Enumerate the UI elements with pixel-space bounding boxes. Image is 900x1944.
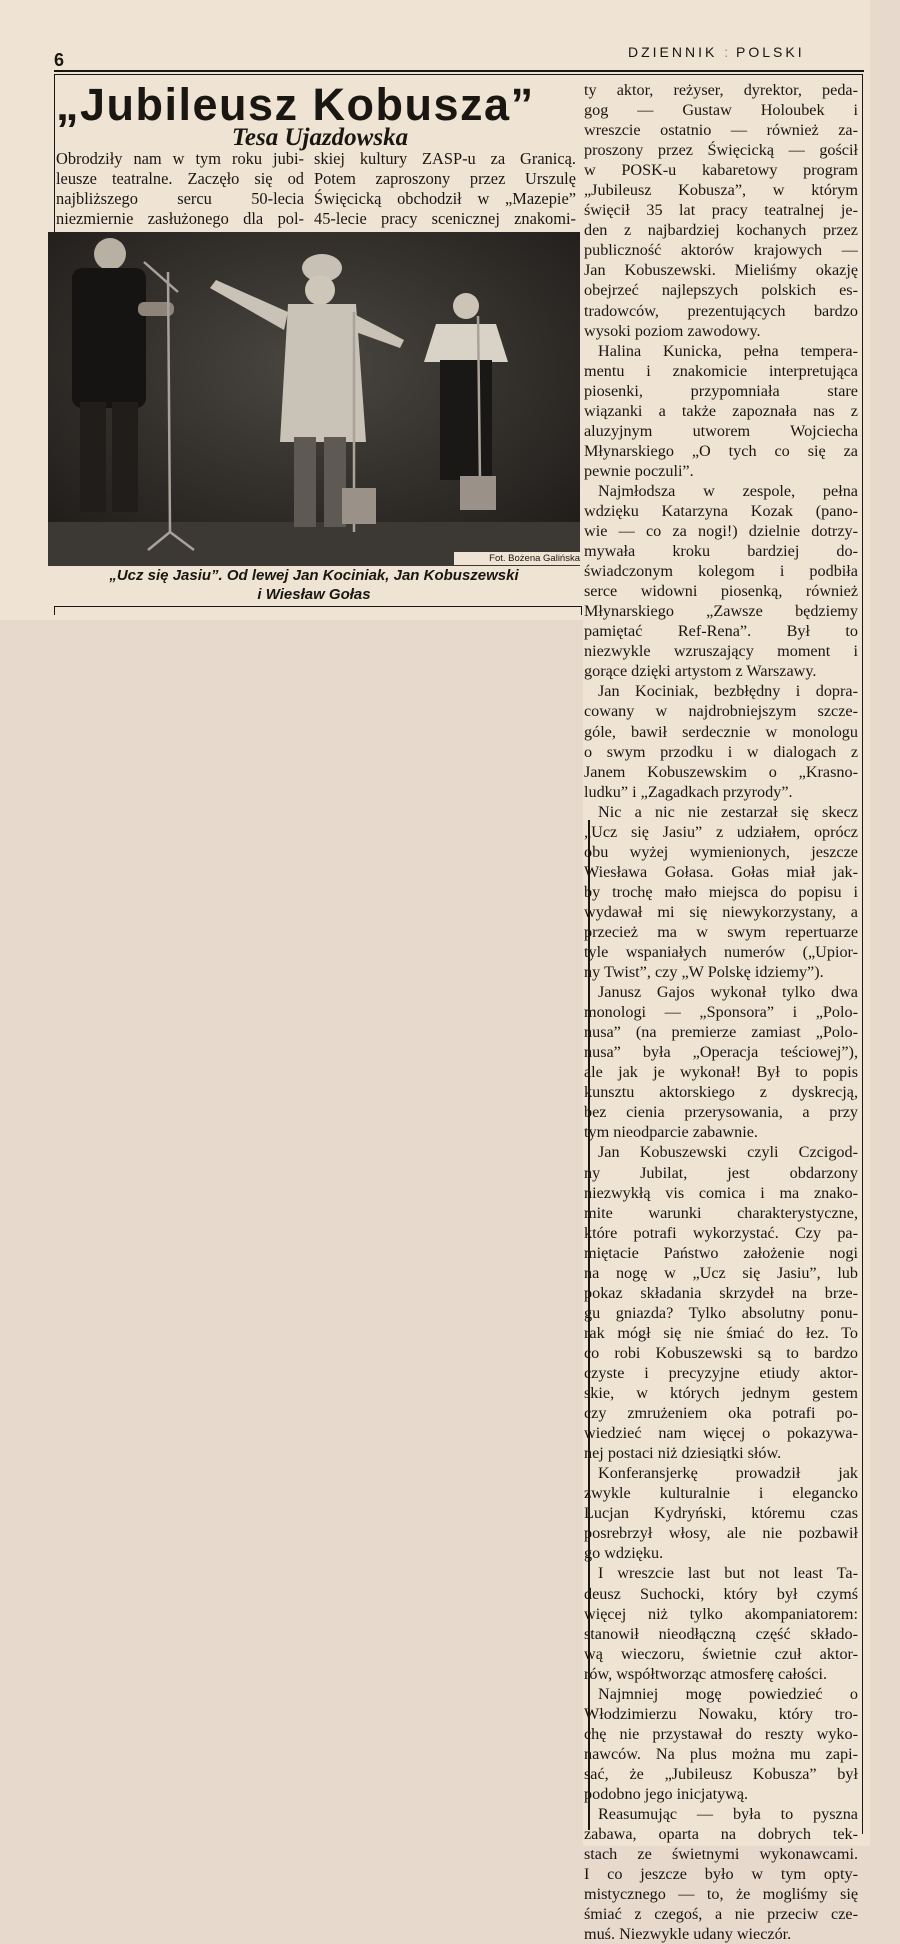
body-line: Janem Kobuszewskim o „Krasno-: [584, 762, 858, 781]
body-line: Młynarskiego „O tych co się za: [584, 441, 858, 460]
intro-line: Święcicką obchodził w „Mazepie”: [314, 189, 576, 208]
newspaper-masthead: [628, 44, 866, 60]
body-line: I co jeszcze było w tym opty-: [584, 1865, 858, 1884]
body-line: skie, w których jednym gestem: [584, 1384, 858, 1403]
body-line: gog — Gustaw Holoubek i: [584, 101, 858, 120]
body-line: bez cienia przerysowania, a przy: [584, 1103, 858, 1122]
intro-line: niezmiernie zasłużonego dla pol-: [56, 209, 304, 228]
body-line: nusa” (na premierze zamiast „Polo-: [584, 1023, 858, 1042]
body-line: na nogę w „Ucz się Jasiu”, lub: [584, 1263, 858, 1282]
body-line: więcej niż tylko akompaniatorem:: [584, 1604, 858, 1623]
body-line: rak mógł się nie śmiać do łez. To: [584, 1323, 858, 1342]
body-line: zwykle kulturalnie i elegancko: [584, 1484, 858, 1503]
article-body-right-column: [584, 80, 858, 1944]
body-line: obu wyżej wymienionych, jeszcze: [584, 842, 858, 861]
stage-photo: [48, 232, 580, 566]
body-line: obejrzeć najlepszych polskich es-: [584, 281, 858, 300]
body-line: kunsztu aktorskiego z dyskrecją,: [584, 1083, 858, 1102]
stage-monitor: [460, 476, 496, 510]
body-line: wie — co za nogi!) dzielnie dotrzy-: [584, 522, 858, 541]
body-line: święcił 35 lat pracy teatralnej je-: [584, 201, 858, 220]
body-line: Najmniej mogę powiedzieć o: [598, 1684, 858, 1703]
body-line: wydawał mi się niewykorzystany, a: [584, 902, 858, 921]
intro-column-2: [314, 149, 576, 229]
body-line: serce widowni piosenką, również: [584, 582, 858, 601]
body-line: aluzyjnym utworem Wojciecha: [584, 421, 858, 440]
masthead-part1: DZIENNIK: [628, 44, 718, 60]
body-line: chę nie przystawał do reszty wyko-: [584, 1724, 858, 1743]
stage-photo-drawing: [48, 232, 580, 566]
top-rule-thin: [54, 74, 862, 75]
body-line: w POSK-u kabaretowy program: [584, 161, 858, 180]
body-line: deusz Suchocki, który był czymś: [584, 1584, 858, 1603]
body-line: świadczonym kolegom i podbiła: [584, 562, 858, 581]
body-line: gorące dzięki artystom z Warszawy.: [584, 662, 817, 681]
body-line: rów, współtworząc atmosferę całości.: [584, 1664, 828, 1683]
bottom-rule: [54, 606, 582, 615]
body-line: mentu i znakomicie interpretująca: [584, 361, 858, 380]
body-line: niezwykle wzruszający moment i: [584, 642, 858, 661]
body-line: Młynarskiego „Zawsze będziemy: [584, 602, 858, 621]
body-line: cowany w najdrobniejszym szcze-: [584, 702, 858, 721]
body-line: tyle wspaniałych numerów („Upior-: [584, 943, 858, 962]
body-line: Jan Kobuszewski czyli Czcigod-: [598, 1143, 858, 1162]
page-number: 6: [54, 50, 65, 70]
body-line: wdzięku Katarzyna Kozak (pano-: [584, 501, 858, 520]
body-line: Włodzimierzu Nowaku, który tro-: [584, 1704, 858, 1723]
photo-caption: [48, 566, 580, 604]
body-line: zabawa, oparta na dobrych tek-: [584, 1825, 858, 1844]
top-rule: [54, 70, 864, 72]
body-line: ty aktor, reżyser, dyrektor, peda-: [584, 81, 858, 99]
body-line: piosenki, przypomniała stare: [584, 381, 858, 400]
photo-credit: Fot. Bożena Galińska: [454, 552, 580, 565]
body-line: wysoki poziom zawodowy.: [584, 321, 761, 340]
body-line: nawców. Na plus można mu zapi-: [584, 1744, 858, 1763]
body-line: posrebrzył włosy, ale nie pozbawił: [584, 1524, 858, 1543]
body-line: pamiętać Ref-Rena”. Był to: [584, 622, 858, 641]
body-line: stanowił nieodłączną część składo-: [584, 1624, 858, 1643]
body-line: pewnie poczuli”.: [584, 461, 694, 480]
caption-line: „Ucz się Jasiu”. Od lewej Jan Kociniak, Jan Kobuszewski: [109, 567, 519, 584]
body-line: tradowców, prezentujących bardzo: [584, 301, 858, 320]
body-line: Wiesława Gołasa. Gołas miał jak-: [584, 862, 858, 881]
body-line: ny Twist”, czy „W Polskę idziemy”).: [584, 963, 824, 982]
body-line: o swym przodku i w dialogach z: [584, 742, 858, 761]
body-line: wreszcie ostatnio — również za-: [584, 121, 858, 140]
body-line: Konferansjerkę prowadził jak: [598, 1464, 858, 1483]
body-line: nej postaci niż dziesiątki słów.: [584, 1444, 782, 1463]
body-line: mite warunki charakterystyczne,: [584, 1203, 858, 1222]
body-line: gu gniazda? Tylko absolutny ponu-: [584, 1303, 858, 1322]
body-line: miętacie Państwo założenie nogi: [584, 1243, 858, 1262]
clipping-cutout-background: [0, 620, 583, 1846]
body-line: I wreszcie last but not least Ta-: [598, 1564, 858, 1583]
body-line: wą wieczoru, świetnie czuł aktor-: [584, 1644, 858, 1663]
stage-monitor: [342, 488, 376, 524]
body-line: ny Jubilat, jest obdarzony: [584, 1163, 858, 1182]
body-line: podobno jego inicjatywą.: [584, 1784, 749, 1803]
body-line: czy zmrużeniem oka potrafi po-: [584, 1404, 858, 1423]
body-line: Jan Kociniak, bezbłędny i dopra-: [598, 682, 858, 701]
intro-line: Obrodziły nam w tym roku jubi-: [56, 149, 304, 168]
body-line: „Ucz się Jasiu” z udziałem, oprócz: [584, 822, 858, 841]
body-line: stach ze świetnymi wykonawcami.: [584, 1845, 858, 1864]
body-line: które potrafi wykorzystać. Czy pa-: [584, 1223, 858, 1242]
body-line: Reasumując — była to pyszna: [598, 1805, 858, 1824]
body-line: mistycznego — to, że mogliśmy się: [584, 1885, 858, 1904]
body-line: monologi — „Sponsora” i „Polo-: [584, 1003, 858, 1022]
body-line: pokaz składania skrzydeł na brze-: [584, 1283, 858, 1302]
body-line: wiedzieć nam więcej o pokazywa-: [584, 1424, 858, 1443]
intro-line: 45-lecie pracy scenicznej znakomi-: [314, 209, 576, 228]
body-line: Jan Kobuszewski. Mieliśmy okazję: [584, 261, 858, 280]
body-line: Najmłodsza w zespole, pełna: [598, 481, 858, 500]
intro-line: Potem zaproszony przez Urszulę: [314, 169, 576, 188]
body-line: ale jak je wykonał! Był to popis: [584, 1063, 858, 1082]
intro-column-1: [56, 149, 304, 229]
body-line: proszony przez Święcicką — gościł: [584, 141, 858, 160]
body-line: Lucjan Kydryński, któremu czas: [584, 1504, 858, 1523]
body-line: go wdzięku.: [584, 1544, 664, 1563]
left-border-rule: [54, 74, 55, 234]
body-line: Halina Kunicka, pełna tempera-: [598, 341, 858, 360]
body-line: czyste i precyzyjne etiudy aktor-: [584, 1364, 858, 1382]
masthead-separator: :: [724, 44, 730, 60]
body-line: muś. Niezwykle udany wieczór.: [584, 1925, 792, 1944]
article-headline: „Jubileusz Kobusza”: [56, 79, 535, 130]
body-line: mywała kroku bardziej do-: [584, 542, 858, 561]
body-line: Janusz Gajos wykonał tylko dwa: [598, 983, 858, 1002]
body-line: śmiać z czegoś, a nie przeciw cze-: [584, 1905, 858, 1924]
right-border-rule: [862, 74, 863, 1834]
masthead-part2: POLSKI: [736, 44, 805, 60]
body-line: niezwykłą vis comica i ma znako-: [584, 1183, 858, 1202]
body-line: publiczność aktorów krajowych —: [584, 241, 858, 260]
body-line: wiązanki a także zapoznała nas z: [584, 401, 858, 420]
article-byline: Tesa Ujazdowska: [231, 124, 409, 151]
body-line: Nic a nic nie zestarzał się skecz: [598, 802, 858, 821]
intro-line: skiej kultury ZASP-u za Granicą.: [314, 149, 576, 168]
body-line: sać, że „Jubileusz Kobusza” był: [584, 1764, 858, 1783]
intro-line: leusze teatralne. Zaczęło się od: [56, 169, 304, 188]
body-line: den z najbardziej kochanych przez: [584, 221, 858, 240]
body-line: „Jubileusz Kobusza”, w którym: [584, 181, 858, 200]
intro-line: najbliższego sercu 50-lecia: [56, 189, 304, 208]
body-line: przecież ma w swym repertuarze: [584, 922, 858, 941]
body-line: co robi Kobuszewski są to bardzo: [584, 1343, 858, 1362]
body-line: góle, bawił serdecznie w monologu: [584, 722, 858, 741]
body-line: tym nieodparcie zabawnie.: [584, 1123, 758, 1142]
body-line: ludku” i „Zagadkach przyrody”.: [584, 782, 793, 801]
body-line: nusa” była „Operacja teściowej”),: [584, 1043, 858, 1062]
caption-line: i Wiesław Gołas: [257, 586, 371, 603]
body-line: by trochę mało miejsca do popisu i: [584, 882, 858, 901]
